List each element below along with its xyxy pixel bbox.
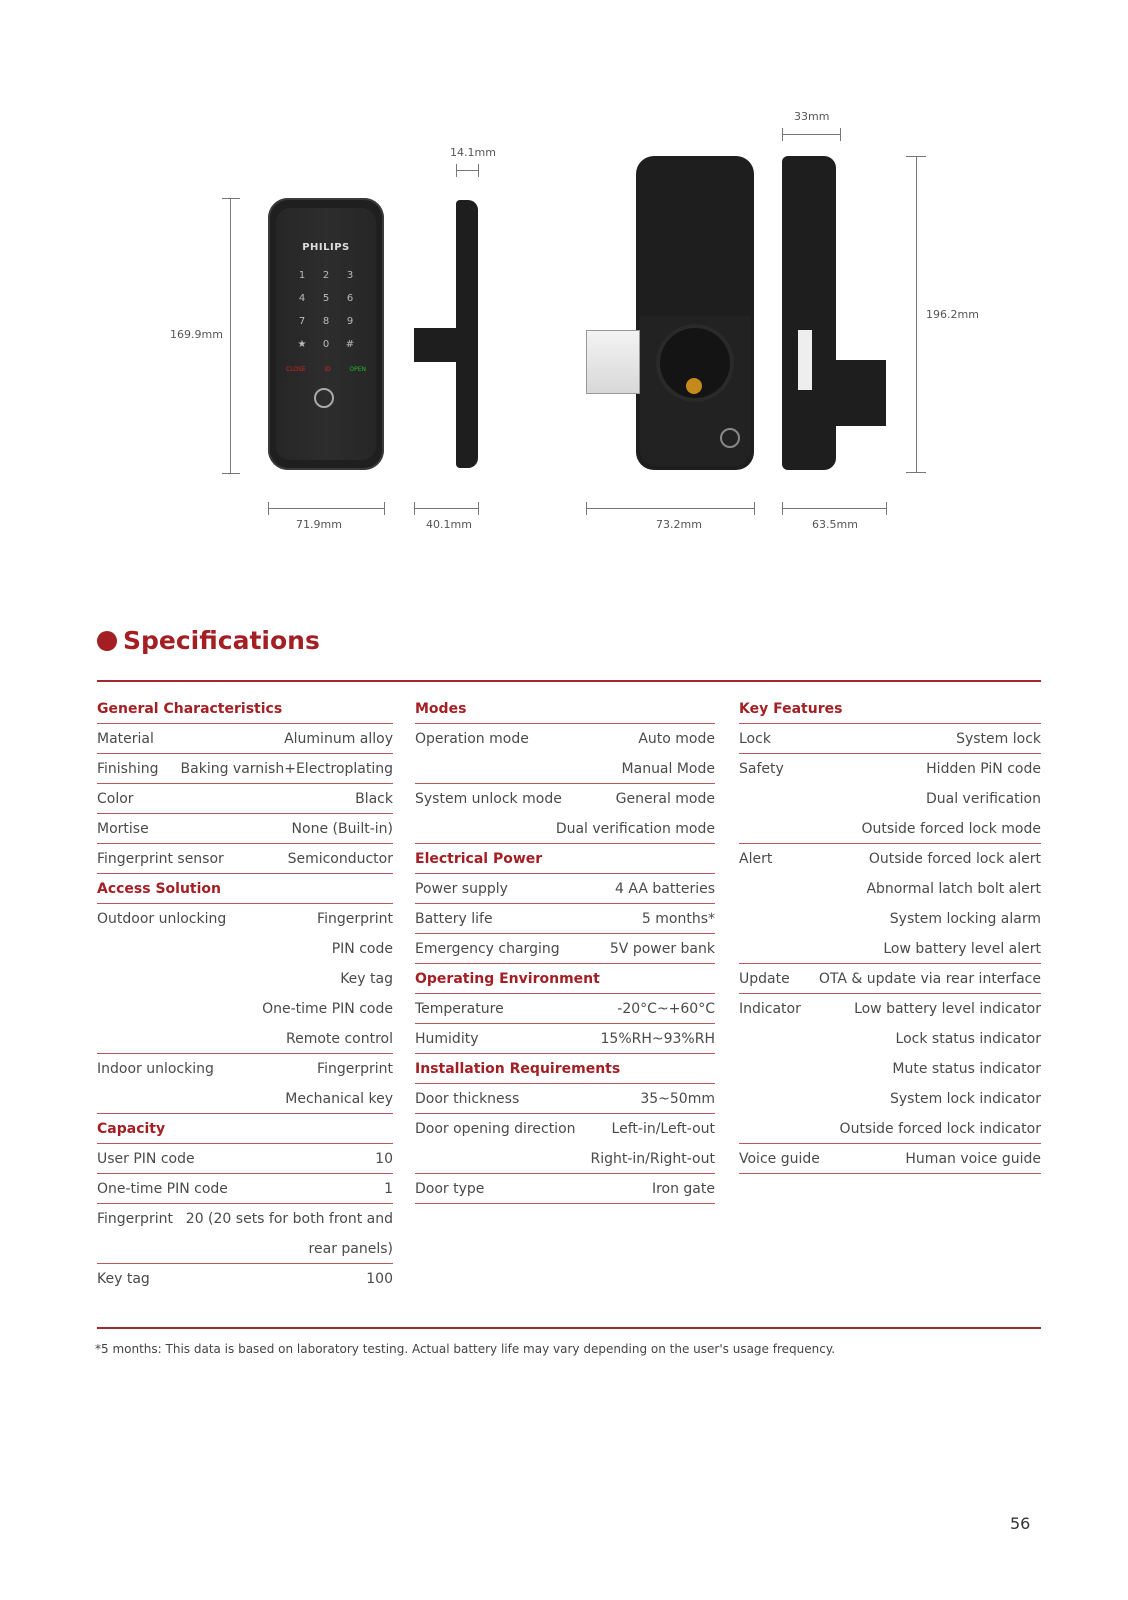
spec-row <box>97 934 393 964</box>
product-dimension-figure <box>0 0 1128 560</box>
spec-section-title: General Characteristics <box>97 700 283 717</box>
spec-label: Voice guide <box>739 1150 820 1167</box>
spec-row <box>739 814 1041 844</box>
spec-column-3 <box>739 694 1041 1174</box>
spec-row <box>97 904 393 934</box>
spec-label: Indoor unlocking <box>97 1061 214 1077</box>
spec-row <box>97 1084 393 1114</box>
keypad-key: 2 <box>322 270 330 281</box>
spec-value: Manual Mode <box>621 760 715 777</box>
spec-label: User PIN code <box>97 1150 195 1167</box>
spec-label: Fingerprint <box>97 1211 173 1227</box>
spec-value: Outside forced lock mode <box>861 820 1041 837</box>
keypad-key: 0 <box>322 339 330 350</box>
spec-value: PIN code <box>331 941 393 957</box>
spec-value: Outside forced lock alert <box>868 851 1041 867</box>
spec-label: Update <box>739 970 790 987</box>
spec-value: 100 <box>366 1271 393 1287</box>
rear-panel <box>636 156 754 470</box>
spec-value: Iron gate <box>651 1180 715 1197</box>
spec-label: Humidity <box>415 1030 479 1047</box>
spec-section-header <box>97 694 393 724</box>
spec-row <box>97 814 393 844</box>
footnote: *5 months: This data is based on laboratory testing. Actual battery life may vary depending on the user's usage frequency. <box>95 1342 836 1356</box>
spec-value: Remote control <box>286 1030 393 1047</box>
specifications-heading <box>97 626 320 655</box>
spec-value: Black <box>355 790 393 807</box>
spec-row <box>739 904 1041 934</box>
spec-row <box>415 814 715 844</box>
spec-value: Human voice guide <box>905 1150 1041 1167</box>
keypad-key: # <box>345 339 355 350</box>
spec-row <box>415 904 715 934</box>
spec-section-header <box>415 964 715 994</box>
spec-value: 4 AA batteries <box>615 880 715 897</box>
spec-value: Semiconductor <box>287 850 393 867</box>
spec-label: Door opening direction <box>415 1121 576 1137</box>
spec-section-header <box>415 844 715 874</box>
keypad-key: 7 <box>298 316 306 327</box>
spec-label: Emergency charging <box>415 940 560 957</box>
keypad-key: 5 <box>322 293 330 304</box>
spec-value: Dual verification mode <box>555 820 715 837</box>
side-thickness-label: 14.1mm <box>450 146 496 159</box>
spec-row <box>739 1054 1041 1084</box>
spec-label: Outdoor unlocking <box>97 911 227 927</box>
spec-row <box>415 1024 715 1054</box>
id-key-label: ID <box>324 366 331 373</box>
spec-row <box>739 784 1041 814</box>
fingerprint-sensor-icon <box>314 388 334 408</box>
spec-label: System unlock mode <box>415 791 562 807</box>
rear-side-bolt-plate <box>798 330 812 390</box>
spec-label: Finishing <box>97 760 159 777</box>
spec-row <box>97 1144 393 1174</box>
rear-width-label: 73.2mm <box>656 518 702 531</box>
spec-row <box>415 1174 715 1204</box>
spec-row <box>415 1144 715 1174</box>
spec-column-1 <box>97 694 393 1294</box>
spec-row <box>415 994 715 1024</box>
spec-section-header <box>97 1114 393 1144</box>
spec-row <box>739 964 1041 994</box>
spec-section-title: Capacity <box>97 1120 166 1137</box>
spec-label: Indicator <box>739 1001 801 1017</box>
front-height-label: 169.9mm <box>170 328 223 341</box>
open-key-label: OPEN <box>349 366 366 373</box>
spec-label: Safety <box>739 761 784 777</box>
spec-value: Mechanical key <box>285 1090 393 1107</box>
spec-value: System lock <box>956 730 1041 747</box>
spec-row <box>97 964 393 994</box>
spec-row <box>97 1174 393 1204</box>
front-side-profile <box>456 200 478 468</box>
spec-label: Material <box>97 730 154 747</box>
spec-value: 10 <box>375 1150 393 1167</box>
spec-section-title: Electrical Power <box>415 850 543 867</box>
spec-value: 1 <box>384 1180 393 1197</box>
spec-value: System locking alarm <box>889 911 1041 927</box>
rear-side-extension <box>836 360 886 426</box>
spec-row <box>739 1024 1041 1054</box>
spec-value: Fingerprint <box>317 1061 393 1077</box>
spec-value: Baking varnish+Electroplating <box>180 760 393 777</box>
spec-value: 5 months* <box>641 910 715 927</box>
spec-value: Mute status indicator <box>892 1061 1041 1077</box>
front-width-label: 71.9mm <box>296 518 342 531</box>
rear-side-profile <box>782 156 836 470</box>
spec-row <box>97 1024 393 1054</box>
spec-value: System lock indicator <box>890 1091 1041 1107</box>
spec-row <box>97 1234 393 1264</box>
spec-row <box>739 994 1041 1024</box>
side-depth-label: 40.1mm <box>426 518 472 531</box>
spec-row <box>739 1144 1041 1174</box>
spec-label: Power supply <box>415 880 508 897</box>
spec-value: Low battery level indicator <box>854 1001 1041 1017</box>
spec-row <box>415 784 715 814</box>
page-number: 56 <box>1010 1514 1031 1533</box>
spec-label: Color <box>97 790 134 807</box>
spec-row <box>97 724 393 754</box>
spec-value: Low battery level alert <box>883 940 1041 957</box>
spec-column-2 <box>415 694 715 1204</box>
spec-label: Lock <box>739 730 771 747</box>
spec-row <box>97 1264 393 1294</box>
spec-label: Fingerprint sensor <box>97 850 224 867</box>
close-key-label: CLOSE <box>286 366 306 373</box>
status-key-row <box>286 366 366 373</box>
front-side-spindle <box>414 328 458 362</box>
bottom-rule <box>97 1327 1041 1329</box>
spec-value: Hidden PiN code <box>926 761 1041 777</box>
spec-row <box>739 724 1041 754</box>
keypad-key: 8 <box>322 316 330 327</box>
spec-section-title: Access Solution <box>97 880 222 897</box>
spec-section-title: Modes <box>415 700 467 717</box>
spec-value: 5V power bank <box>609 940 715 957</box>
spec-value: Abnormal latch bolt alert <box>866 881 1041 897</box>
spec-label: Temperature <box>415 1000 504 1017</box>
spec-section-title: Key Features <box>739 700 843 717</box>
keypad-key: 3 <box>346 270 354 281</box>
spec-section-header <box>415 694 715 724</box>
rear-height-label: 196.2mm <box>926 308 979 321</box>
spec-value: One-time PIN code <box>262 1001 393 1017</box>
spec-label: One-time PIN code <box>97 1180 228 1197</box>
key-cylinder-icon <box>686 378 702 394</box>
keypad-key: 4 <box>298 293 306 304</box>
spec-label: Door type <box>415 1180 485 1197</box>
spec-label: Alert <box>739 851 773 867</box>
spec-value: Left-in/Left-out <box>611 1121 715 1137</box>
specifications-title: Specifications <box>123 626 320 655</box>
heading-bullet-icon <box>97 631 117 651</box>
spec-value: rear panels) <box>308 1240 393 1257</box>
spec-value: OTA & update via rear interface <box>818 970 1041 987</box>
spec-row <box>415 1114 715 1144</box>
spec-label: Battery life <box>415 910 493 927</box>
spec-section-title: Operating Environment <box>415 970 600 987</box>
spec-value: -20°C~+60°C <box>617 1000 715 1017</box>
spec-row <box>97 994 393 1024</box>
keypad-key: 1 <box>298 270 306 281</box>
rear-latch-bolt <box>586 330 640 394</box>
spec-row <box>739 754 1041 784</box>
spec-value: Key tag <box>340 971 393 987</box>
spec-value: Lock status indicator <box>895 1031 1041 1047</box>
spec-section-header <box>97 874 393 904</box>
spec-value: Right-in/Right-out <box>590 1150 715 1167</box>
spec-value: 20 (20 sets for both front and <box>185 1211 393 1227</box>
spec-value: Dual verification <box>925 791 1041 807</box>
spec-row <box>97 1054 393 1084</box>
spec-row <box>739 934 1041 964</box>
spec-label: Key tag <box>97 1271 150 1287</box>
spec-value: Outside forced lock indicator <box>839 1120 1041 1137</box>
keypad-key: 9 <box>346 316 354 327</box>
spec-row <box>415 754 715 784</box>
spec-section-title: Installation Requirements <box>415 1060 621 1077</box>
brand-logo: PHILIPS <box>302 242 350 253</box>
rear-button-icon <box>720 428 740 448</box>
spec-value: Auto mode <box>638 731 715 747</box>
keypad-key: ★ <box>297 339 307 350</box>
spec-label: Mortise <box>97 820 149 837</box>
spec-row <box>97 754 393 784</box>
spec-row <box>97 844 393 874</box>
spec-value: None (Built-in) <box>291 820 393 837</box>
spec-row <box>415 874 715 904</box>
spec-row <box>415 724 715 754</box>
keypad-key: 6 <box>346 293 354 304</box>
spec-row <box>739 1084 1041 1114</box>
spec-value: General mode <box>615 791 715 807</box>
top-rule <box>97 680 1041 682</box>
spec-row <box>97 1204 393 1234</box>
spec-value: Fingerprint <box>317 911 393 927</box>
spec-value: 35~50mm <box>640 1090 715 1107</box>
rear-side-thickness-label: 33mm <box>794 110 830 123</box>
front-panel <box>268 198 384 470</box>
spec-label: Door thickness <box>415 1090 520 1107</box>
spec-row <box>415 1084 715 1114</box>
spec-section-header <box>739 694 1041 724</box>
spec-row <box>415 934 715 964</box>
spec-row <box>739 874 1041 904</box>
spec-label: Operation mode <box>415 731 529 747</box>
spec-value: Aluminum alloy <box>284 730 393 747</box>
spec-row <box>739 844 1041 874</box>
keypad <box>290 270 362 350</box>
rear-side-depth-label: 63.5mm <box>812 518 858 531</box>
spec-value: 15%RH~93%RH <box>600 1030 715 1047</box>
spec-row <box>97 784 393 814</box>
spec-section-header <box>415 1054 715 1084</box>
spec-row <box>739 1114 1041 1144</box>
